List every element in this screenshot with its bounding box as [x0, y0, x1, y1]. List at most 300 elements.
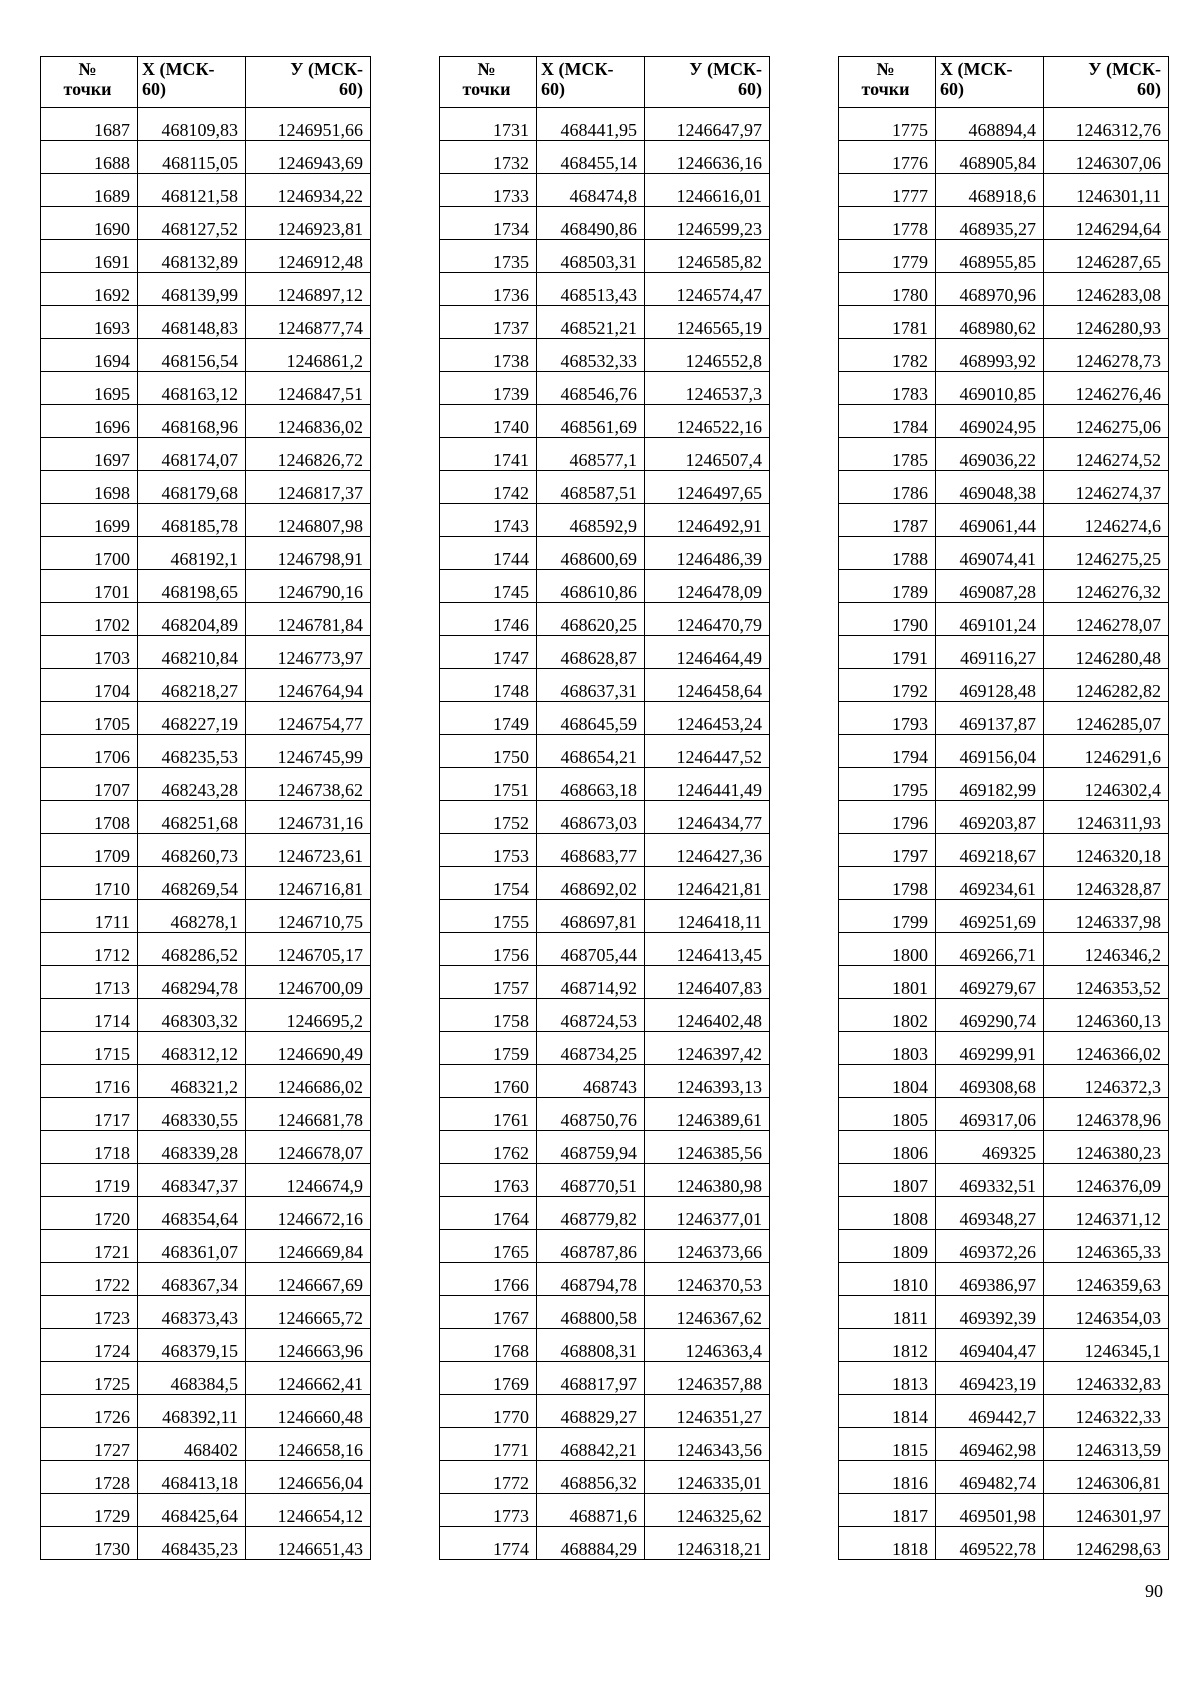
y-coordinate-cell: 1246453,24	[645, 702, 770, 735]
y-coordinate-cell: 1246360,13	[1044, 999, 1169, 1032]
table-row	[839, 933, 1169, 966]
x-coordinate-cell: 469348,27	[936, 1197, 1044, 1230]
y-coordinate-cell: 1246943,69	[246, 141, 371, 174]
x-coordinate-cell: 468600,69	[537, 537, 645, 570]
table-row	[839, 1527, 1169, 1560]
y-coordinate-cell: 1246836,02	[246, 405, 371, 438]
y-coordinate-cell: 1246320,18	[1044, 834, 1169, 867]
y-coordinate-cell: 1246402,48	[645, 999, 770, 1032]
table-row	[41, 438, 371, 471]
point-number-cell: 1807	[839, 1164, 936, 1197]
y-coordinate-cell: 1246686,02	[246, 1065, 371, 1098]
y-coordinate-cell: 1246847,51	[246, 372, 371, 405]
x-coordinate-cell: 469404,47	[936, 1329, 1044, 1362]
table-row	[440, 1395, 770, 1428]
point-number-cell: 1731	[440, 108, 537, 141]
table-row	[440, 768, 770, 801]
point-number-cell: 1709	[41, 834, 138, 867]
table-row	[839, 1362, 1169, 1395]
point-number-cell: 1808	[839, 1197, 936, 1230]
x-coordinate-cell: 468294,78	[138, 966, 246, 999]
x-coordinate-cell: 469325	[936, 1131, 1044, 1164]
point-number-cell: 1710	[41, 867, 138, 900]
x-coordinate-cell: 468490,86	[537, 207, 645, 240]
point-number-cell: 1810	[839, 1263, 936, 1296]
x-coordinate-cell: 468347,37	[138, 1164, 246, 1197]
point-number-cell: 1809	[839, 1230, 936, 1263]
y-coordinate-cell: 1246311,93	[1044, 801, 1169, 834]
x-coordinate-cell: 469308,68	[936, 1065, 1044, 1098]
table-row	[41, 504, 371, 537]
point-number-cell: 1770	[440, 1395, 537, 1428]
y-coordinate-cell: 1246306,81	[1044, 1461, 1169, 1494]
point-number-cell: 1779	[839, 240, 936, 273]
table-row	[839, 240, 1169, 273]
table-row	[41, 768, 371, 801]
table-row	[839, 471, 1169, 504]
point-number-cell: 1773	[440, 1494, 537, 1527]
y-coordinate-cell: 1246322,33	[1044, 1395, 1169, 1428]
point-number-cell: 1733	[440, 174, 537, 207]
table-row	[839, 372, 1169, 405]
y-coordinate-cell: 1246376,09	[1044, 1164, 1169, 1197]
x-coordinate-cell: 468121,58	[138, 174, 246, 207]
point-number-cell: 1729	[41, 1494, 138, 1527]
x-coordinate-cell: 468692,02	[537, 867, 645, 900]
point-number-cell: 1752	[440, 801, 537, 834]
table-row	[41, 999, 371, 1032]
point-number-cell: 1751	[440, 768, 537, 801]
y-coordinate-cell: 1246357,88	[645, 1362, 770, 1395]
x-coordinate-cell: 468842,21	[537, 1428, 645, 1461]
y-coordinate-cell: 1246651,43	[246, 1527, 371, 1560]
point-number-cell: 1701	[41, 570, 138, 603]
table-row	[839, 1461, 1169, 1494]
table-row	[440, 933, 770, 966]
y-coordinate-cell: 1246492,91	[645, 504, 770, 537]
point-number-cell: 1726	[41, 1395, 138, 1428]
x-coordinate-cell: 468561,69	[537, 405, 645, 438]
table-row	[41, 207, 371, 240]
table-row	[41, 108, 371, 141]
y-coordinate-cell: 1246407,83	[645, 966, 770, 999]
x-coordinate-cell: 468894,4	[936, 108, 1044, 141]
table-row	[41, 273, 371, 306]
x-coordinate-cell: 468312,12	[138, 1032, 246, 1065]
y-coordinate-cell: 1246507,4	[645, 438, 770, 471]
point-number-cell: 1702	[41, 603, 138, 636]
point-number-header: № точки	[41, 57, 138, 108]
point-number-cell: 1760	[440, 1065, 537, 1098]
table-row	[440, 702, 770, 735]
x-coordinate-cell: 469332,51	[936, 1164, 1044, 1197]
point-number-cell: 1806	[839, 1131, 936, 1164]
x-coordinate-cell: 468513,43	[537, 273, 645, 306]
x-coordinate-cell: 468204,89	[138, 603, 246, 636]
point-number-cell: 1756	[440, 933, 537, 966]
table-row	[440, 1329, 770, 1362]
y-coordinate-cell: 1246413,45	[645, 933, 770, 966]
y-coordinate-cell: 1246656,04	[246, 1461, 371, 1494]
table-row	[41, 240, 371, 273]
point-number-cell: 1712	[41, 933, 138, 966]
table-row	[839, 570, 1169, 603]
table-row	[440, 801, 770, 834]
point-number-cell: 1795	[839, 768, 936, 801]
table-row	[41, 801, 371, 834]
x-coordinate-cell: 468610,86	[537, 570, 645, 603]
x-coordinate-cell: 468817,97	[537, 1362, 645, 1395]
y-coordinate-cell: 1246662,41	[246, 1362, 371, 1395]
table-row	[839, 636, 1169, 669]
x-coordinate-cell: 468441,95	[537, 108, 645, 141]
x-coordinate-cell: 468620,25	[537, 603, 645, 636]
table-row	[839, 108, 1169, 141]
point-number-cell: 1742	[440, 471, 537, 504]
table-row	[839, 207, 1169, 240]
x-coordinate-cell: 468163,12	[138, 372, 246, 405]
y-coordinate-cell: 1246690,49	[246, 1032, 371, 1065]
table-row	[440, 273, 770, 306]
x-coordinate-cell: 468286,52	[138, 933, 246, 966]
x-coordinate-cell: 469522,78	[936, 1527, 1044, 1560]
point-number-cell: 1789	[839, 570, 936, 603]
table-header-row	[440, 57, 770, 108]
table-row	[440, 570, 770, 603]
point-number-cell: 1693	[41, 306, 138, 339]
point-number-cell: 1714	[41, 999, 138, 1032]
table-row	[440, 1461, 770, 1494]
point-number-cell: 1794	[839, 735, 936, 768]
y-coordinate-header: У (МСК- 60)	[1044, 57, 1169, 108]
x-coordinate-cell: 468918,6	[936, 174, 1044, 207]
x-coordinate-cell: 468330,55	[138, 1098, 246, 1131]
point-number-cell: 1706	[41, 735, 138, 768]
y-coordinate-cell: 1246672,16	[246, 1197, 371, 1230]
y-coordinate-cell: 1246665,72	[246, 1296, 371, 1329]
table-row	[440, 174, 770, 207]
x-coordinate-cell: 468384,5	[138, 1362, 246, 1395]
y-coordinate-cell: 1246537,3	[645, 372, 770, 405]
x-coordinate-cell: 468654,21	[537, 735, 645, 768]
x-coordinate-cell: 469203,87	[936, 801, 1044, 834]
x-coordinate-cell: 468109,83	[138, 108, 246, 141]
y-coordinate-cell: 1246280,48	[1044, 636, 1169, 669]
x-coordinate-cell: 468714,92	[537, 966, 645, 999]
x-coordinate-cell: 469010,85	[936, 372, 1044, 405]
x-coordinate-cell: 468808,31	[537, 1329, 645, 1362]
x-coordinate-cell: 468303,32	[138, 999, 246, 1032]
point-number-cell: 1783	[839, 372, 936, 405]
point-number-cell: 1776	[839, 141, 936, 174]
point-number-cell: 1767	[440, 1296, 537, 1329]
y-coordinate-cell: 1246351,27	[645, 1395, 770, 1428]
x-coordinate-cell: 468993,92	[936, 339, 1044, 372]
y-coordinate-cell: 1246486,39	[645, 537, 770, 570]
y-coordinate-cell: 1246923,81	[246, 207, 371, 240]
point-number-cell: 1739	[440, 372, 537, 405]
x-coordinate-cell: 469372,26	[936, 1230, 1044, 1263]
point-number-cell: 1696	[41, 405, 138, 438]
y-coordinate-cell: 1246647,97	[645, 108, 770, 141]
x-coordinate-cell: 468127,52	[138, 207, 246, 240]
x-coordinate-cell: 468251,68	[138, 801, 246, 834]
x-coordinate-cell: 468192,1	[138, 537, 246, 570]
table-row	[839, 1164, 1169, 1197]
y-coordinate-cell: 1246301,97	[1044, 1494, 1169, 1527]
x-coordinate-cell: 469116,27	[936, 636, 1044, 669]
x-coordinate-cell: 469501,98	[936, 1494, 1044, 1527]
y-coordinate-cell: 1246421,81	[645, 867, 770, 900]
point-number-cell: 1700	[41, 537, 138, 570]
point-number-cell: 1749	[440, 702, 537, 735]
table-row	[41, 141, 371, 174]
table-row	[41, 1461, 371, 1494]
y-coordinate-cell: 1246287,65	[1044, 240, 1169, 273]
y-coordinate-cell: 1246667,69	[246, 1263, 371, 1296]
table-row	[41, 1032, 371, 1065]
table-row	[41, 471, 371, 504]
y-coordinate-cell: 1246522,16	[645, 405, 770, 438]
y-coordinate-cell: 1246798,91	[246, 537, 371, 570]
x-coordinate-cell: 468185,78	[138, 504, 246, 537]
y-coordinate-cell: 1246934,22	[246, 174, 371, 207]
point-number-cell: 1799	[839, 900, 936, 933]
x-coordinate-cell: 468402	[138, 1428, 246, 1461]
table-row	[440, 1296, 770, 1329]
point-number-cell: 1797	[839, 834, 936, 867]
y-coordinate-cell: 1246745,99	[246, 735, 371, 768]
table-row	[41, 1098, 371, 1131]
y-coordinate-cell: 1246373,66	[645, 1230, 770, 1263]
x-coordinate-cell: 468269,54	[138, 867, 246, 900]
x-coordinate-cell: 468587,51	[537, 471, 645, 504]
x-coordinate-cell: 468168,96	[138, 405, 246, 438]
y-coordinate-cell: 1246377,01	[645, 1197, 770, 1230]
table-row	[839, 504, 1169, 537]
point-number-cell: 1801	[839, 966, 936, 999]
point-number-cell: 1732	[440, 141, 537, 174]
point-number-cell: 1723	[41, 1296, 138, 1329]
point-number-cell: 1765	[440, 1230, 537, 1263]
y-coordinate-cell: 1246285,07	[1044, 702, 1169, 735]
point-number-cell: 1775	[839, 108, 936, 141]
table-row	[41, 735, 371, 768]
y-coordinate-cell: 1246275,25	[1044, 537, 1169, 570]
y-coordinate-cell: 1246678,07	[246, 1131, 371, 1164]
point-number-cell: 1803	[839, 1032, 936, 1065]
y-coordinate-cell: 1246660,48	[246, 1395, 371, 1428]
table-row	[41, 1494, 371, 1527]
y-coordinate-cell: 1246337,98	[1044, 900, 1169, 933]
x-coordinate-cell: 468425,64	[138, 1494, 246, 1527]
point-number-cell: 1725	[41, 1362, 138, 1395]
y-coordinate-cell: 1246754,77	[246, 702, 371, 735]
x-coordinate-cell: 468210,84	[138, 636, 246, 669]
x-coordinate-cell: 468794,78	[537, 1263, 645, 1296]
point-number-cell: 1747	[440, 636, 537, 669]
point-number-cell: 1734	[440, 207, 537, 240]
x-coordinate-cell: 469299,91	[936, 1032, 1044, 1065]
y-coordinate-cell: 1246380,98	[645, 1164, 770, 1197]
y-coordinate-cell: 1246826,72	[246, 438, 371, 471]
table-row	[839, 1197, 1169, 1230]
table-header-row	[41, 57, 371, 108]
table-row	[440, 1263, 770, 1296]
y-coordinate-cell: 1246674,9	[246, 1164, 371, 1197]
x-coordinate-cell: 469266,71	[936, 933, 1044, 966]
y-coordinate-cell: 1246354,03	[1044, 1296, 1169, 1329]
x-coordinate-cell: 469048,38	[936, 471, 1044, 504]
point-number-cell: 1708	[41, 801, 138, 834]
y-coordinate-cell: 1246345,1	[1044, 1329, 1169, 1362]
table-row	[839, 1263, 1169, 1296]
point-number-cell: 1744	[440, 537, 537, 570]
table-row	[440, 1131, 770, 1164]
x-coordinate-cell: 468115,05	[138, 141, 246, 174]
table-row	[41, 1164, 371, 1197]
point-number-cell: 1762	[440, 1131, 537, 1164]
table-row	[839, 801, 1169, 834]
x-coordinate-cell: 468546,76	[537, 372, 645, 405]
x-coordinate-cell: 468474,8	[537, 174, 645, 207]
table-row	[839, 1065, 1169, 1098]
x-coordinate-cell: 469392,39	[936, 1296, 1044, 1329]
point-number-cell: 1753	[440, 834, 537, 867]
y-coordinate-cell: 1246359,63	[1044, 1263, 1169, 1296]
table-row	[41, 372, 371, 405]
x-coordinate-cell: 469061,44	[936, 504, 1044, 537]
x-coordinate-cell: 468787,86	[537, 1230, 645, 1263]
point-number-cell: 1802	[839, 999, 936, 1032]
point-number-cell: 1764	[440, 1197, 537, 1230]
table-row	[440, 141, 770, 174]
x-coordinate-cell: 468339,28	[138, 1131, 246, 1164]
x-coordinate-cell: 469251,69	[936, 900, 1044, 933]
point-number-cell: 1694	[41, 339, 138, 372]
y-coordinate-cell: 1246897,12	[246, 273, 371, 306]
table-row	[440, 1098, 770, 1131]
table-row	[440, 900, 770, 933]
point-number-cell: 1718	[41, 1131, 138, 1164]
table-row	[440, 306, 770, 339]
y-coordinate-cell: 1246574,47	[645, 273, 770, 306]
point-number-cell: 1772	[440, 1461, 537, 1494]
y-coordinate-cell: 1246710,75	[246, 900, 371, 933]
point-number-cell: 1754	[440, 867, 537, 900]
point-number-cell: 1812	[839, 1329, 936, 1362]
table-row	[440, 1362, 770, 1395]
table-row	[839, 669, 1169, 702]
x-coordinate-cell: 469386,97	[936, 1263, 1044, 1296]
coordinate-table-2	[439, 56, 770, 1560]
point-number-cell: 1814	[839, 1395, 936, 1428]
table-row	[440, 372, 770, 405]
x-coordinate-cell: 468871,6	[537, 1494, 645, 1527]
x-coordinate-cell: 469462,98	[936, 1428, 1044, 1461]
table-header-row	[839, 57, 1169, 108]
point-number-cell: 1778	[839, 207, 936, 240]
table-row	[839, 702, 1169, 735]
table-row	[41, 1230, 371, 1263]
x-coordinate-cell: 468779,82	[537, 1197, 645, 1230]
point-number-header: № точки	[839, 57, 936, 108]
table-row	[839, 306, 1169, 339]
table-row	[440, 834, 770, 867]
y-coordinate-cell: 1246294,64	[1044, 207, 1169, 240]
point-number-cell: 1738	[440, 339, 537, 372]
point-number-cell: 1717	[41, 1098, 138, 1131]
x-coordinate-cell: 468935,27	[936, 207, 1044, 240]
x-coordinate-cell: 469137,87	[936, 702, 1044, 735]
table-row	[839, 1329, 1169, 1362]
y-coordinate-cell: 1246274,37	[1044, 471, 1169, 504]
y-coordinate-cell: 1246283,08	[1044, 273, 1169, 306]
y-coordinate-cell: 1246397,42	[645, 1032, 770, 1065]
y-coordinate-cell: 1246278,73	[1044, 339, 1169, 372]
point-number-cell: 1798	[839, 867, 936, 900]
y-coordinate-cell: 1246335,01	[645, 1461, 770, 1494]
y-coordinate-cell: 1246716,81	[246, 867, 371, 900]
y-coordinate-cell: 1246585,82	[645, 240, 770, 273]
x-coordinate-cell: 468198,65	[138, 570, 246, 603]
point-number-cell: 1816	[839, 1461, 936, 1494]
y-coordinate-cell: 1246343,56	[645, 1428, 770, 1461]
y-coordinate-cell: 1246705,17	[246, 933, 371, 966]
y-coordinate-cell: 1246764,94	[246, 669, 371, 702]
y-coordinate-cell: 1246291,6	[1044, 735, 1169, 768]
point-number-cell: 1790	[839, 603, 936, 636]
y-coordinate-cell: 1246790,16	[246, 570, 371, 603]
point-number-cell: 1695	[41, 372, 138, 405]
point-number-cell: 1782	[839, 339, 936, 372]
table-row	[839, 174, 1169, 207]
table-row	[440, 504, 770, 537]
y-coordinate-cell: 1246817,37	[246, 471, 371, 504]
point-number-cell: 1804	[839, 1065, 936, 1098]
x-coordinate-cell: 468683,77	[537, 834, 645, 867]
point-number-cell: 1748	[440, 669, 537, 702]
x-coordinate-cell: 468148,83	[138, 306, 246, 339]
point-number-cell: 1728	[41, 1461, 138, 1494]
y-coordinate-cell: 1246497,65	[645, 471, 770, 504]
y-coordinate-cell: 1246346,2	[1044, 933, 1169, 966]
y-coordinate-cell: 1246418,11	[645, 900, 770, 933]
point-number-cell: 1759	[440, 1032, 537, 1065]
x-coordinate-cell: 468373,43	[138, 1296, 246, 1329]
y-coordinate-cell: 1246781,84	[246, 603, 371, 636]
x-coordinate-cell: 468759,94	[537, 1131, 645, 1164]
x-coordinate-cell: 468750,76	[537, 1098, 645, 1131]
point-number-cell: 1719	[41, 1164, 138, 1197]
point-number-cell: 1703	[41, 636, 138, 669]
point-number-cell: 1704	[41, 669, 138, 702]
point-number-cell: 1735	[440, 240, 537, 273]
table-row	[440, 867, 770, 900]
table-row	[839, 1098, 1169, 1131]
point-number-cell: 1720	[41, 1197, 138, 1230]
x-coordinate-cell: 468800,58	[537, 1296, 645, 1329]
y-coordinate-cell: 1246565,19	[645, 306, 770, 339]
y-coordinate-cell: 1246654,12	[246, 1494, 371, 1527]
x-coordinate-cell: 468970,96	[936, 273, 1044, 306]
table-row	[41, 537, 371, 570]
table-row	[839, 768, 1169, 801]
y-coordinate-cell: 1246380,23	[1044, 1131, 1169, 1164]
x-coordinate-cell: 468321,2	[138, 1065, 246, 1098]
table-row	[41, 603, 371, 636]
x-coordinate-cell: 468645,59	[537, 702, 645, 735]
